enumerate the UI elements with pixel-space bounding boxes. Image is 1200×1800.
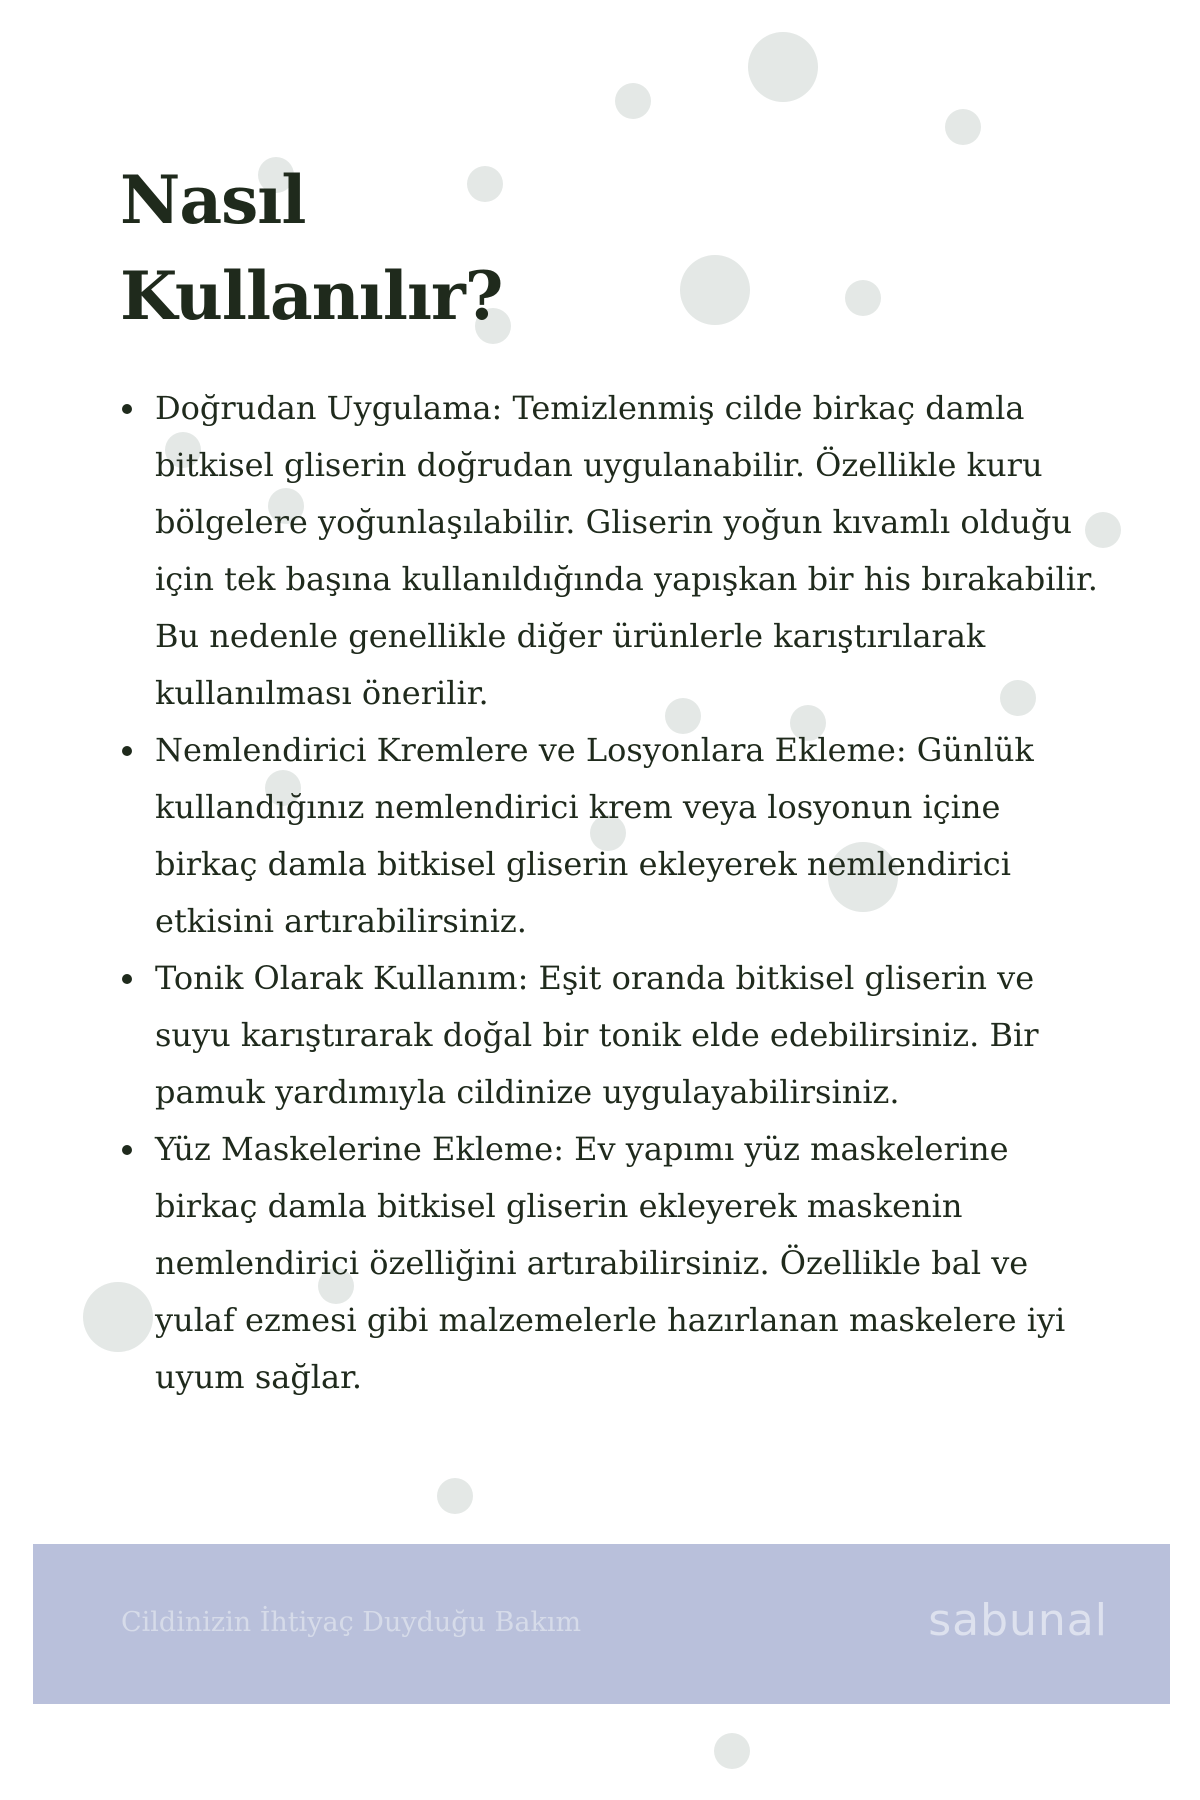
- usage-item: [155, 380, 1100, 722]
- page-title-line: Nasıl: [120, 161, 306, 239]
- decor-dot: [714, 1733, 750, 1769]
- usage-item-text: Tonik Olarak Kullanım: Eşit oranda bitkisel gliserin ve suyu karıştırarak doğal bir tonik elde edebilirsiniz. Bir pamuk yardımıyla cildinize uygulayabilirsiniz.: [155, 959, 1039, 1111]
- decor-dot: [945, 109, 981, 145]
- decor-dot: [615, 83, 651, 119]
- usage-item-text: Nemlendirici Kremlere ve Losyonlara Ekleme: Günlük kullandığınız nemlendirici krem veya losyonun içine birkaç damla bitkisel gliserin ekleyerek nemlendirici etkisini artırabilirsiniz.: [155, 731, 1034, 940]
- decor-dot: [845, 280, 881, 316]
- brand-logo: sabunal: [928, 1595, 1108, 1646]
- page-title: [120, 152, 720, 344]
- page-title-line: Kullanılır?: [120, 257, 503, 335]
- usage-item-text: Doğrudan Uygulama: Temizlenmiş cilde birkaç damla bitkisel gliserin doğrudan uygulanabilir. Özellikle kuru bölgelere yoğunlaşılabilir. Gliserin yoğun kıvamlı olduğu için tek başına kullanıldığında yapışkan bir his bırakabilir. Bu nedenle genellikle diğer ürünlerle karıştırılarak kullanılması önerilir.: [155, 389, 1098, 712]
- usage-item: [155, 722, 1100, 950]
- bullet-icon: [122, 974, 132, 984]
- bullet-icon: [122, 404, 132, 414]
- bullet-icon: [122, 1145, 132, 1155]
- usage-item: [155, 1121, 1100, 1406]
- usage-item: [155, 950, 1100, 1121]
- usage-list: [155, 380, 1100, 1406]
- decor-dot: [748, 32, 818, 102]
- footer-band: [33, 1544, 1170, 1704]
- footer-tagline: Cildinizin İhtiyaç Duyduğu Bakım: [121, 1607, 582, 1638]
- bullet-icon: [122, 746, 132, 756]
- decor-dot: [437, 1478, 473, 1514]
- decor-dot: [83, 1282, 153, 1352]
- usage-item-text: Yüz Maskelerine Ekleme: Ev yapımı yüz maskelerine birkaç damla bitkisel gliserin ekleyerek maskenin nemlendirici özelliğini artırabilirsiniz. Özellikle bal ve yulaf ezmesi gibi malzemelerle hazırlanan maskelere iyi uyum sağlar.: [155, 1130, 1066, 1396]
